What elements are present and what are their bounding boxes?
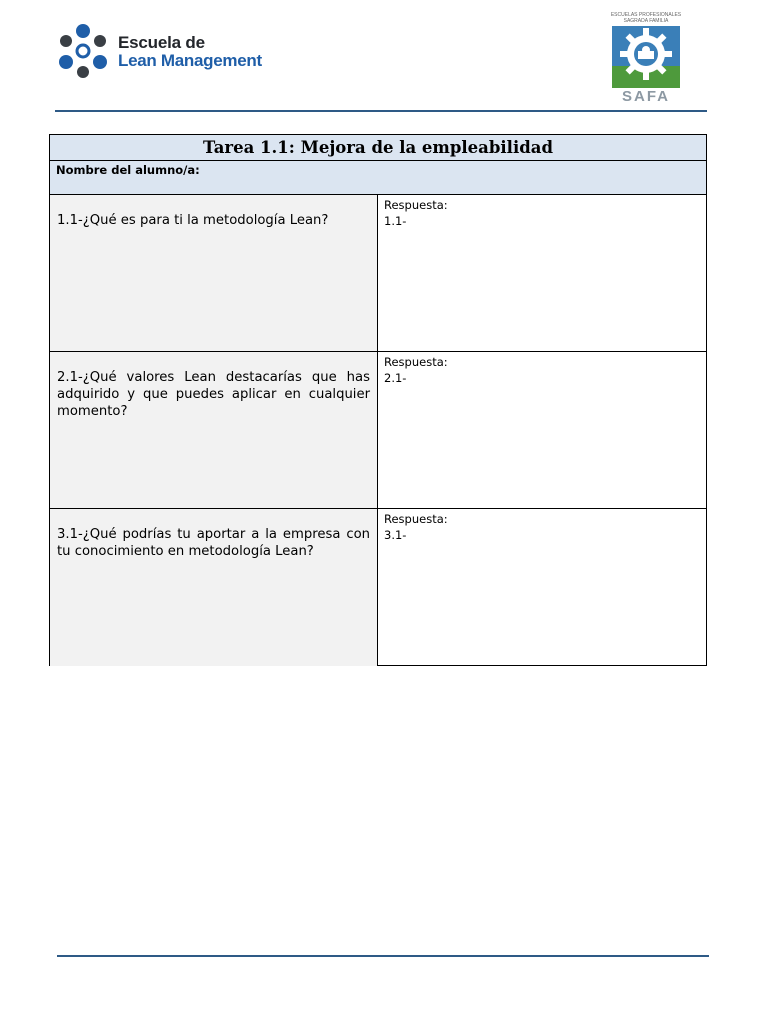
- safa-name: SAFA: [621, 88, 670, 105]
- question-text: 2.1-¿Qué valores Lean destacarías que has adquirido y que puedes aplicar en cualquier momento?: [50, 352, 378, 508]
- logo-line-2: Lean Management: [118, 51, 262, 70]
- answer-cell-2[interactable]: [378, 352, 706, 508]
- pinwheel-logo-icon: [50, 18, 116, 84]
- question-row-3: [50, 509, 706, 666]
- question-row-2: [50, 352, 706, 509]
- escuela-lean-logo: [50, 18, 270, 86]
- answer-number: 1.1-: [384, 214, 407, 228]
- student-name-field[interactable]: Nombre del alumno/a:: [50, 161, 706, 195]
- answer-label: Respuesta:: [384, 512, 448, 526]
- safa-subtitle-2: SAGRADA FAMILIA: [623, 18, 669, 24]
- answer-label: Respuesta:: [384, 355, 448, 369]
- logo-line-1: Escuela de: [118, 33, 205, 52]
- header-divider: [55, 110, 707, 112]
- question-text: 1.1-¿Qué es para ti la metodología Lean?: [50, 195, 378, 351]
- task-title: Tarea 1.1: Mejora de la empleabilidad: [50, 135, 706, 161]
- task-table: [49, 134, 707, 666]
- footer-divider: [57, 955, 709, 957]
- page-header: [0, 0, 768, 112]
- answer-number: 3.1-: [384, 528, 407, 542]
- safa-subtitle-1: ESCUELAS PROFESIONALES: [610, 12, 682, 18]
- answer-label: Respuesta:: [384, 198, 448, 212]
- question-row-1: [50, 195, 706, 352]
- gear-emblem-icon: [612, 26, 680, 88]
- safa-logo: [610, 12, 682, 106]
- question-text: 3.1-¿Qué podrías tu aportar a la empresa con tu conocimiento en metodología Lean?: [50, 509, 378, 666]
- answer-number: 2.1-: [384, 371, 407, 385]
- answer-cell-1[interactable]: [378, 195, 706, 351]
- answer-cell-3[interactable]: [378, 509, 706, 666]
